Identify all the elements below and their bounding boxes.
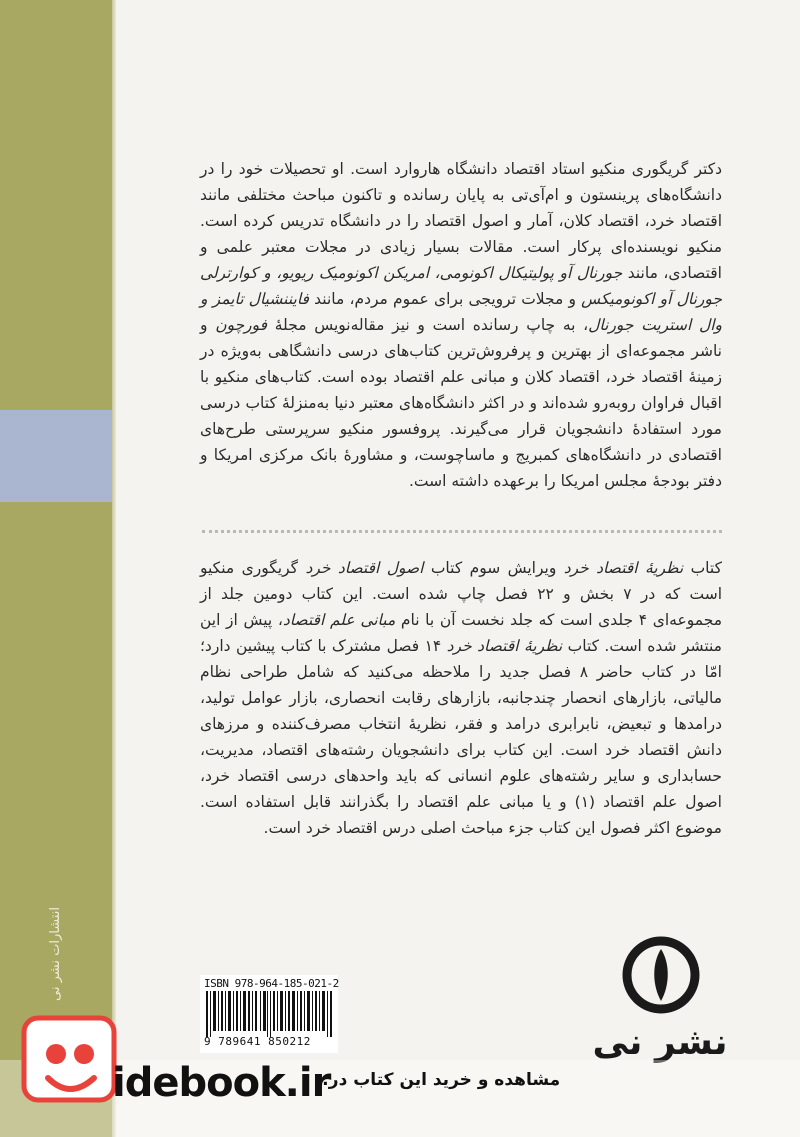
spine-publisher-text: انتشارات نشر نی bbox=[48, 907, 63, 1001]
book-description-paragraph bbox=[200, 555, 722, 841]
bio-text: دکتر گریگوری منکیو استاد اقتصاد دانشگاه هاروارد است. او تحصیلات خود را در دانشگاه‌های پرینستون و ام‌آی‌تی به پایان رسانده و تاکنون مباحث مختلفی مانند اقتصاد خرد، اقتصاد کلان، آمار و اصول اقتصاد را در دانشگاه تدریس کرده است. منکیو نویسنده‌ای پرکار است. مقالات بسیار زیادی در مجلات معتبر علمی و اقتصادی، مانند bbox=[200, 160, 722, 282]
watermark-tagline: مشاهده و خرید این کتاب در: bbox=[322, 1070, 561, 1090]
barcode-icon bbox=[204, 991, 334, 1037]
bio-text: ، به چاپ رسانده است و نیز مقاله‌نویس مجلهٔ bbox=[267, 316, 589, 334]
author-bio bbox=[200, 156, 722, 494]
book-icon bbox=[14, 1008, 118, 1128]
nashreney-logo-icon bbox=[600, 935, 722, 1015]
book-title: نظریهٔ اقتصاد خرد bbox=[563, 559, 684, 577]
book-title: نظریهٔ اقتصاد خرد bbox=[446, 637, 563, 655]
spine-color-band bbox=[0, 410, 112, 502]
section-divider bbox=[202, 530, 722, 533]
barcode-digits: 9 789641 850212 bbox=[204, 1035, 311, 1048]
publisher-name: نشر نی bbox=[592, 1022, 728, 1063]
isbn-barcode bbox=[200, 975, 338, 1053]
desc-text: کتاب bbox=[683, 559, 722, 577]
watermark-brand[interactable]: idebook.ir bbox=[112, 1060, 331, 1106]
journal-names: جورنال آو پولیتیکال اکونومی، امریکن اکونومیک ریویو، و کوارترلی جورنال آو اکونومیکس bbox=[200, 264, 722, 308]
desc-text: ۱۴ فصل مشترک با کتاب پیشین دارد؛ امّا در کتاب حاضر ۸ فصل جدید را ملاحظه می‌کنید که شامل طراحی نظام مالیاتی، بازارهای انحصار چندجانبه، بازارهای رقابت انحصاری، بازار عوامل تولید، درامدها و تبعیض، نابرابری درامد و فقر، نظریهٔ انتخاب مصرف‌کننده و مرزهای دانش اقتصاد خرد است. این کتاب برای دانشجویان رشته‌های اقتصاد، مدیریت، حسابداری و سایر رشته‌های علوم انسانی که باید واحدهای درسی اقتصاد خرد، اصول علم اقتصاد (۱) و یا مبانی علم اقتصاد را بگذرانند قابل استفاده است. موضوع اکثر فصول این کتاب جزء مباحث اصلی درس اقتصاد خرد است. bbox=[200, 637, 722, 837]
isbn-label: ISBN 978-964-185-021-2 bbox=[204, 977, 339, 990]
magazine-name: فورچون bbox=[215, 316, 268, 334]
bio-text: و ناشر مجموعه‌ای از بهترین و پرفروش‌ترین کتاب‌های درسی دانشگاهی به‌ویژه در زمینهٔ اقتصاد خرد، اقتصاد کلان و مبانی علم اقتصاد بوده است. کتاب‌های منکیو با اقبال فراوان روبه‌رو شده‌اند و در اکثر دانشگاه‌های معتبر دنیا به‌منزلهٔ کتاب درسی مورد استفادهٔ دانشجویان قرار می‌گیرند. پروفسور منکیو سرپرستی طرح‌های اقتصادی در دانشگاه‌های کمبریج و ماساچوست، و مشاورهٔ بانک مرکزی امریکا و دفتر بودجهٔ مجلس امریکا را برعهده داشته است. bbox=[200, 316, 722, 490]
bio-text: و مجلات ترویجی برای عموم مردم، مانند bbox=[308, 290, 582, 308]
book-description bbox=[200, 555, 722, 841]
desc-text: گریگوری منکیو است که در ۷ بخش و ۲۲ فصل چاپ شده است. این کتاب دومین جلد از مجموعه‌ای ۴ جلدی است که جلد نخست آن با نام bbox=[200, 559, 723, 629]
book-title: مبانی علم اقتصاد bbox=[282, 611, 396, 629]
desc-text: ، پیش از این منتشر شده است. کتاب bbox=[200, 611, 722, 655]
author-bio-paragraph bbox=[200, 156, 722, 494]
book-title: اصول اقتصاد خرد bbox=[305, 559, 424, 577]
newspaper-names: فایننشیال تایمز و وال استریت جورنال bbox=[200, 290, 723, 334]
desc-text: ویرایش سوم کتاب bbox=[423, 559, 564, 577]
spine-edge bbox=[112, 0, 116, 1137]
